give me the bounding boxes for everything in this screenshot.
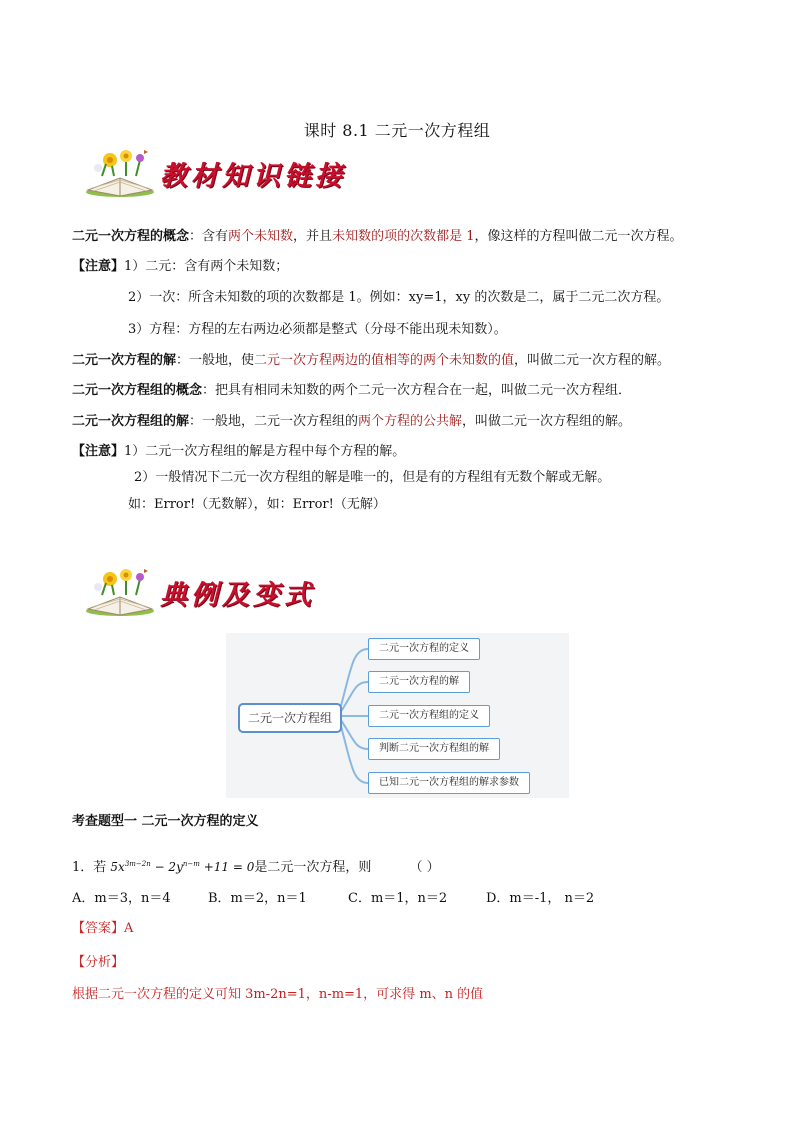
page-title: 课时 8.1 二元一次方程组 — [303, 121, 491, 140]
mind-map — [226, 633, 569, 798]
text: ：一般地，使 — [176, 353, 255, 368]
banner-title: 教材知识链接 — [160, 161, 346, 192]
highlight: 未知数的项的次数都是 1 — [332, 229, 475, 244]
concept-definition — [72, 227, 682, 247]
text: ，像这样的方程叫做二元一次方程。 — [474, 229, 683, 244]
book-flower-icon — [80, 565, 160, 617]
equation — [110, 860, 254, 874]
note-line-3: 3）方程：方程的左右两边必须都是整式（分母不能出现未知数）。 — [128, 322, 507, 337]
note2-line-1 — [72, 442, 405, 462]
eq-term: +11 = 0 — [199, 860, 255, 874]
term-label: 二元一次方程的概念 — [72, 229, 190, 244]
note-text: 1）二元一次方程组的解是方程中每个方程的解。 — [124, 444, 406, 459]
mind-map-node: 判断二元一次方程组的解 — [368, 738, 500, 760]
analysis-text: 根据二元一次方程的定义可知 3m-2n=1，n-m=1，可求得 m、n 的值 — [72, 987, 484, 1002]
term-label: 二元一次方程的解 — [72, 353, 177, 368]
text: ：一般地，二元一次方程组的 — [189, 414, 359, 429]
note-line-2: 2）一次：所含未知数的项的次数都是 1。例如：xy=1，xy 的次数是二，属于二元二次方程。 — [128, 290, 670, 305]
option-b: B．m＝2，n＝1 — [208, 891, 307, 906]
note-text: 1）二元：含有两个未知数； — [124, 259, 289, 274]
highlight: 两个未知数 — [228, 229, 294, 244]
term-label: 二元一次方程组的概念 — [72, 383, 203, 398]
question-1 — [72, 854, 440, 878]
mind-map-node: 二元一次方程的定义 — [368, 638, 480, 660]
text: ，叫做二元一次方程的解。 — [514, 353, 671, 368]
question-type-heading: 考查题型一 二元一次方程的定义 — [72, 814, 259, 829]
answer-blank: （ ） — [409, 860, 440, 875]
text: ：含有 — [189, 229, 229, 244]
highlight: 二元一次方程两边的值相等的两个未知数的值 — [254, 353, 515, 368]
section-banner-examples — [80, 565, 350, 615]
question-number: 1．若 — [72, 860, 107, 875]
book-flower-icon — [80, 146, 160, 198]
answer: 【答案】A — [72, 921, 134, 936]
note-label: 【注意】 — [72, 259, 125, 274]
section-banner-knowledge — [80, 146, 350, 196]
solution-definition — [72, 351, 670, 371]
text: ：把具有相同未知数的两个二元一次方程合在一起，叫做二元一次方程组． — [202, 383, 632, 398]
eq-term: − 2y — [150, 860, 183, 874]
mind-map-node: 已知二元一次方程组的解求参数 — [368, 772, 530, 794]
eq-term: 5x — [110, 860, 125, 874]
term-label: 二元一次方程组的解 — [72, 414, 190, 429]
option-a: A．m＝3，n＝4 — [72, 891, 171, 906]
analysis-label: 【分析】 — [72, 955, 125, 970]
question-text: 是二元一次方程，则 — [254, 860, 372, 875]
eq-exponent: n−m — [182, 860, 200, 868]
note-line-1 — [72, 257, 288, 277]
mind-map-node: 二元一次方程的解 — [368, 671, 470, 693]
system-definition — [72, 381, 631, 401]
note-label: 【注意】 — [72, 444, 125, 459]
option-c: C．m＝1，n＝2 — [348, 891, 448, 906]
note2-line-3: 如：Error!（无数解），如：Error!（无解） — [128, 497, 386, 512]
note2-line-2: 2）一般情况下二元一次方程组的解是唯一的，但是有的方程组有无数个解或无解。 — [134, 470, 611, 485]
mind-map-node: 二元一次方程组的定义 — [368, 705, 490, 727]
highlight: 两个方程的公共解 — [358, 414, 463, 429]
text: ，叫做二元一次方程组的解。 — [462, 414, 632, 429]
option-d: D．m＝-1， n＝2 — [486, 891, 595, 906]
mind-map-center: 二元一次方程组 — [238, 703, 342, 733]
eq-exponent: 3m−2n — [124, 860, 151, 868]
text: ，并且 — [293, 229, 333, 244]
system-solution-definition — [72, 412, 631, 432]
banner-title: 典例及变式 — [160, 580, 315, 611]
